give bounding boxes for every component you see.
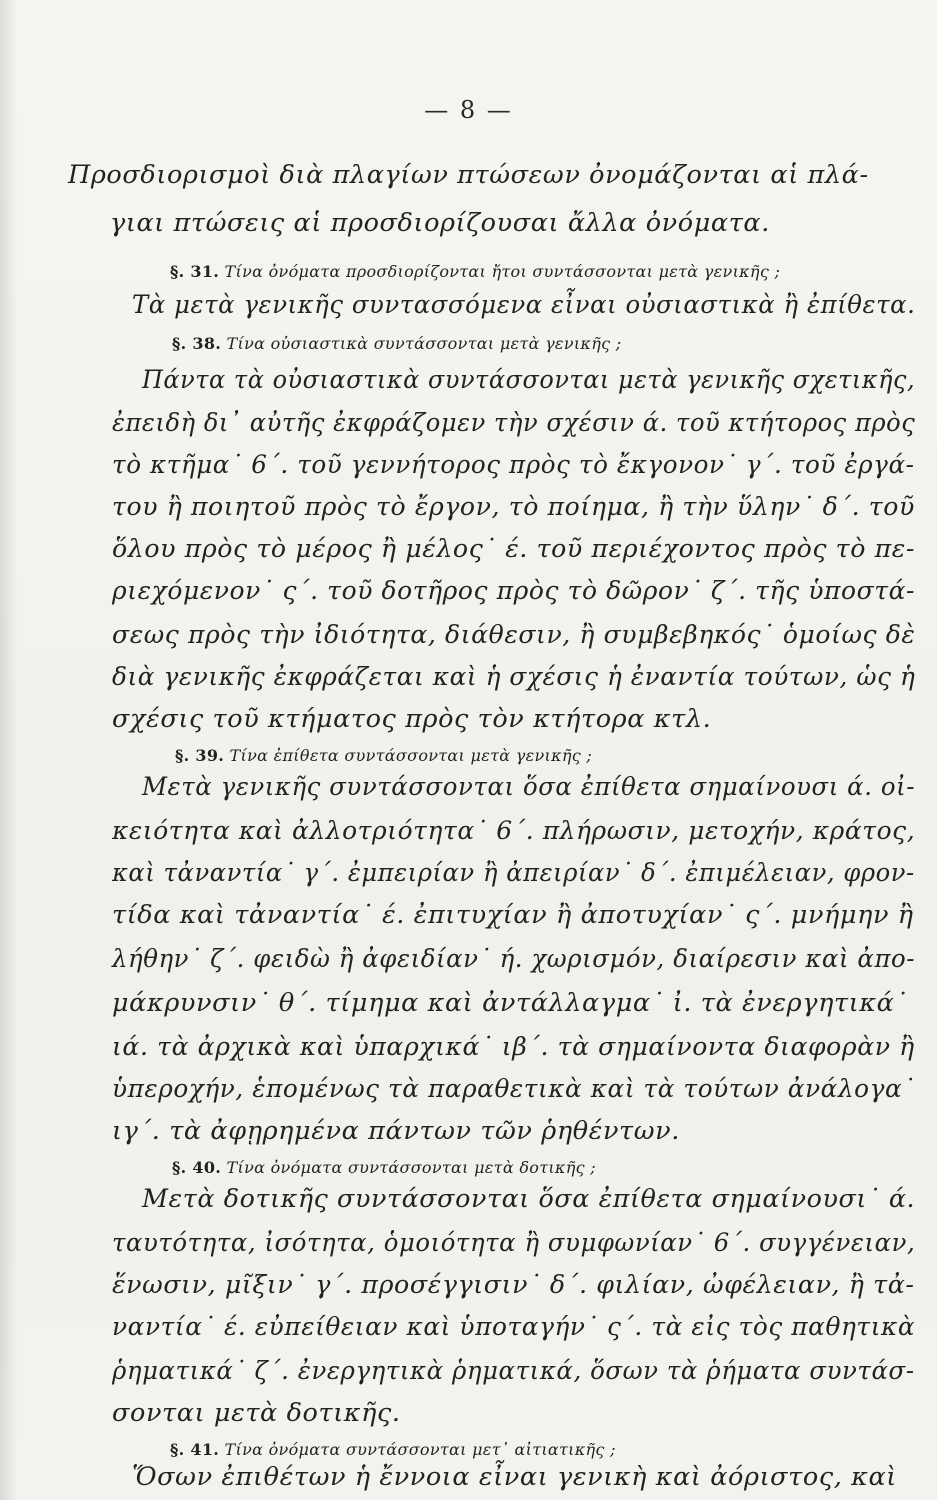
- line-text: μάκρυνσιν˙ θ΄. τίμημα καὶ ἀντάλλαγμα˙ ἰ. τὰ ἐνεργητικά˙: [112, 988, 908, 1018]
- text-line: [132, 1462, 897, 1492]
- line-text: Προσδιορισμοὶ διὰ πλαγίων πτώσεων ὀνομάζονται αἱ πλά-: [68, 160, 869, 190]
- line-text: Τὰ μετὰ γενικῆς συντασσόμενα εἶναι οὐσιαστικὰ ἢ ἐπίθετα.: [132, 290, 916, 320]
- text-line: [112, 492, 915, 522]
- text-line: [112, 988, 908, 1018]
- line-text: λήθην˙ ζ΄. φειδὼ ἢ ἀφειδίαν˙ ή. χωρισμόν, διαίρεσιν καὶ ἀπο-: [112, 944, 916, 974]
- line-text: ιά. τὰ ἀρχικὰ καὶ ὑπαρχικά˙ ιβ΄. τὰ σημαίνοντα διαφορὰν ἢ: [112, 1032, 915, 1062]
- section-number: §. 40.: [172, 1158, 222, 1177]
- line-text: ὅλου πρὸς τὸ μέρος ἢ μέλος˙ έ. τοῦ περιέχοντος πρὸς τὸ πε-: [112, 534, 916, 564]
- line-text: σεως πρὸς τὴν ἰδιότητα, διάθεσιν, ἢ συμβεβηκός˙ ὁμοίως δὲ: [112, 620, 916, 650]
- line-text: σονται μετὰ δοτικῆς.: [112, 1398, 401, 1428]
- section-number: §. 41.: [170, 1440, 220, 1459]
- line-text: σχέσις τοῦ κτήματος πρὸς τὸν κτήτορα κτλ.: [112, 704, 712, 734]
- text-line: [110, 208, 770, 238]
- section-question: [170, 262, 780, 281]
- text-line: [112, 620, 915, 650]
- line-text: Μετὰ δοτικῆς συντάσσονται ὅσα ἐπίθετα σημαίνουσι˙ ά.: [142, 1184, 916, 1214]
- page-number: — 8 —: [424, 96, 513, 124]
- question-text: Τίνα ἐπίθετα συντάσσονται μετὰ γενικῆς ;: [229, 746, 593, 765]
- line-text: ριεχόμενον˙ ς΄. τοῦ δοτῆρος πρὸς τὸ δῶρον˙ ζ΄. τῆς ὑποστά-: [112, 576, 916, 606]
- section-number: §. 39.: [175, 746, 225, 765]
- line-text: κειότητα καὶ ἀλλοτριότητα˙ 6΄. πλήρωσιν, μετοχήν, κράτος,: [112, 816, 916, 846]
- text-line: [112, 1312, 915, 1342]
- text-line: [112, 450, 915, 480]
- section-question: [172, 1158, 596, 1177]
- text-line: [112, 858, 915, 888]
- text-line: [112, 576, 915, 606]
- line-text: τὸ κτῆμα˙ 6΄. τοῦ γεννήτορος πρὸς τὸ ἔκγονον˙ γ΄. τοῦ ἐργά-: [112, 450, 915, 480]
- line-text: ὑπεροχήν, ἑπομένως τὰ παραθετικὰ καὶ τὰ τούτων ἀνάλογα˙: [112, 1074, 916, 1104]
- text-line: [112, 816, 915, 846]
- text-line: [132, 290, 915, 320]
- line-text: ἕνωσιν, μῖξιν˙ γ΄. προσέγγισιν˙ δ΄. φιλίαν, ὠφέλειαν, ἢ τἀ-: [112, 1270, 915, 1300]
- text-line: [112, 408, 915, 438]
- question-text: Τίνα οὐσιαστικὰ συντάσσονται μετὰ γενικῆς ;: [226, 334, 622, 353]
- section-question: [172, 334, 621, 353]
- text-line: [112, 1398, 401, 1428]
- section-number: §. 31.: [170, 262, 220, 281]
- section-question: [170, 1440, 616, 1459]
- question-text: Τίνα ὀνόματα προσδιορίζονται ἤτοι συντάσσονται μετὰ γενικῆς ;: [224, 262, 781, 281]
- section-number: §. 38.: [172, 334, 222, 353]
- text-line: [112, 1356, 915, 1386]
- text-line: [112, 944, 915, 974]
- text-line: [112, 900, 914, 930]
- line-text: ιγ΄. τὰ ἀφῃρημένα πάντων τῶν ῥηθέντων.: [112, 1116, 680, 1146]
- text-line: [142, 365, 915, 395]
- text-line: [112, 1270, 915, 1300]
- line-text: Πάντα τὰ οὐσιαστικὰ συντάσσονται μετὰ γενικῆς σχετικῆς,: [142, 365, 916, 395]
- line-text: Ὅσων ἐπιθέτων ἡ ἔννοια εἶναι γενικὴ καὶ ἀόριστος, καὶ: [132, 1462, 897, 1492]
- question-text: Τίνα ὀνόματα συντάσσονται μετὰ δοτικῆς ;: [226, 1158, 596, 1177]
- page-binding-shadow: [0, 0, 18, 1500]
- line-text: καὶ τἀναντία˙ γ΄. ἐμπειρίαν ἢ ἀπειρίαν˙ δ΄. ἐπιμέλειαν, φρον-: [112, 858, 915, 888]
- line-text: ῥηματικά˙ ζ΄. ἐνεργητικὰ ῥηματικά, ὅσων τὰ ῥήματα συντάσ-: [112, 1356, 915, 1386]
- text-line: [112, 1074, 915, 1104]
- line-text: του ἢ ποιητοῦ πρὸς τὸ ἔργον, τὸ ποίημα, ἢ τὴν ὕλην˙ δ΄. τοῦ: [112, 492, 915, 522]
- line-text: Μετὰ γενικῆς συντάσσονται ὅσα ἐπίθετα σημαίνουσι ά. οἰ-: [142, 772, 916, 802]
- section-question: [175, 746, 592, 765]
- text-line: [112, 1228, 915, 1258]
- line-text: ἐπειδὴ δι᾽ αὐτῆς ἐκφράζομεν τὴν σχέσιν ά. τοῦ κτήτορος πρὸς: [112, 408, 916, 438]
- text-line: [112, 534, 915, 564]
- line-text: διὰ γενικῆς ἐκφράζεται καὶ ἡ σχέσις ἡ ἐναντία τούτων, ὡς ἡ: [112, 662, 916, 692]
- text-line: [142, 772, 915, 802]
- line-text: γιαι πτώσεις αἱ προσδιορίζουσαι ἄλλα ὀνόματα.: [110, 208, 770, 238]
- text-line: [112, 662, 915, 692]
- text-line: [68, 160, 869, 190]
- text-line: [142, 1184, 915, 1214]
- text-line: [112, 704, 711, 734]
- line-text: ναντία˙ έ. εὐπείθειαν καὶ ὑποταγήν˙ ς΄. τὰ εἰς τὸς παθητικὰ: [112, 1312, 916, 1342]
- line-text: τίδα καὶ τἀναντία˙ έ. ἐπιτυχίαν ἢ ἀποτυχίαν˙ ς΄. μνήμην ἢ: [112, 900, 914, 930]
- text-line: [112, 1032, 915, 1062]
- line-text: ταυτότητα, ἰσότητα, ὁμοιότητα ἢ συμφωνίαν˙ 6΄. συγγένειαν,: [112, 1228, 916, 1258]
- text-line: [112, 1116, 680, 1146]
- question-text: Τίνα ὀνόματα συντάσσονται μετ᾽ αἰτιατικῆς ;: [224, 1440, 616, 1459]
